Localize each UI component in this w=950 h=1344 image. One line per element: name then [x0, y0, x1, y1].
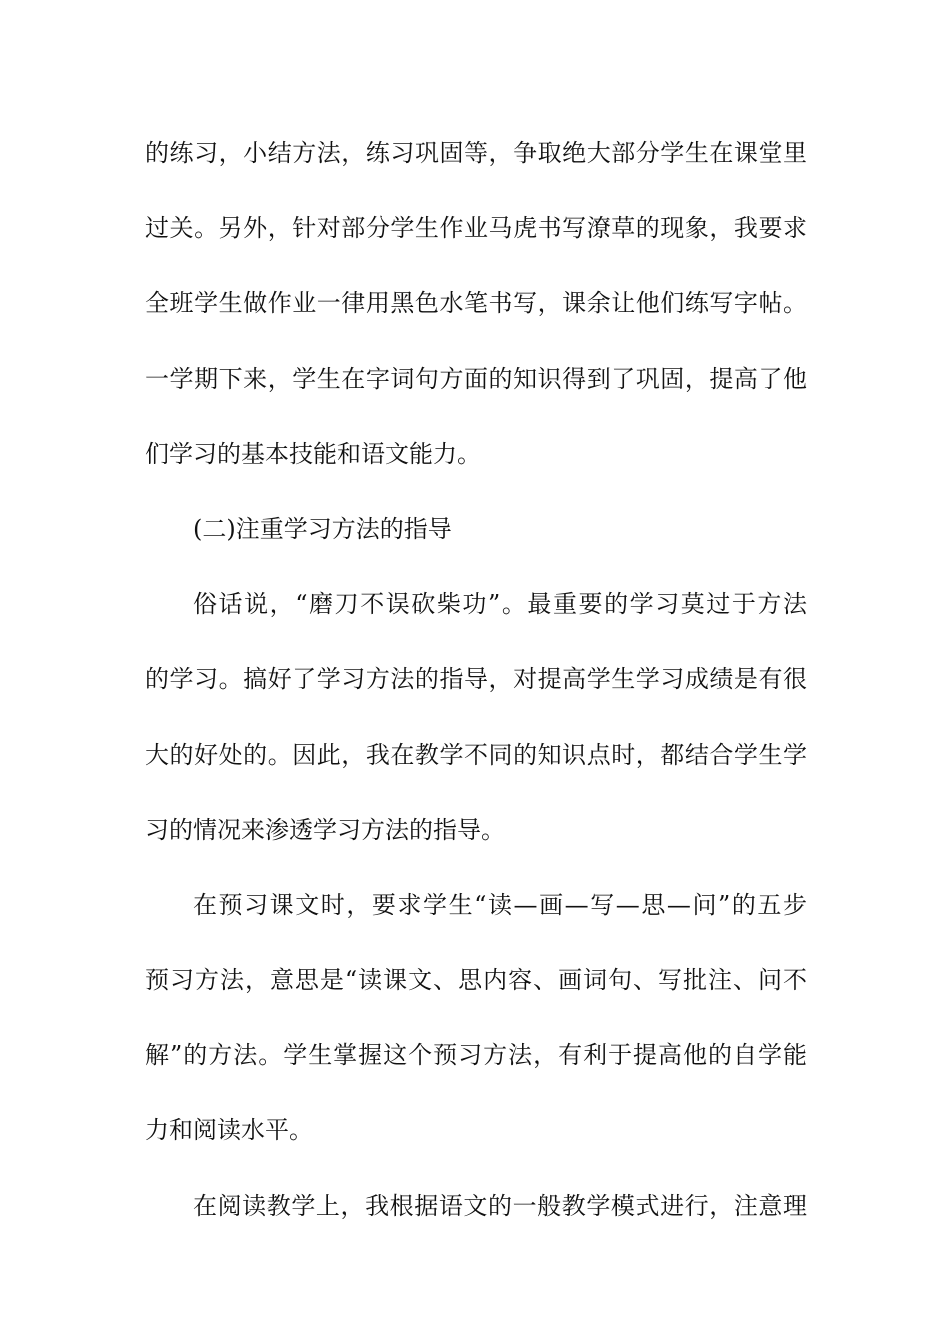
- section-heading: (二)注重学习方法的指导: [193, 514, 452, 543]
- text-line: 在预习课文时，要求学生“读—画—写—思—问”的五步: [193, 890, 807, 919]
- text-line: 习的情况来渗透学习方法的指导。: [145, 815, 505, 844]
- text-line: 一学期下来，学生在字词句方面的知识得到了巩固，提高了他: [145, 364, 807, 393]
- text-line: 解”的方法。学生掌握这个预习方法，有利于提高他的自学能: [145, 1041, 807, 1070]
- text-line: 的学习。搞好了学习方法的指导，对提高学生学习成绩是有很: [145, 665, 807, 694]
- text-line: 的练习，小结方法，练习巩固等，争取绝大部分学生在课堂里: [145, 139, 807, 167]
- text-line: 们学习的基本技能和语文能力。: [145, 439, 481, 468]
- text-line: 预习方法，意思是“读课文、思内容、画词句、写批注、问不: [145, 966, 807, 995]
- text-line: 力和阅读水平。: [145, 1116, 313, 1145]
- body-text: [145, 128, 807, 1256]
- text-line: 过关。另外，针对部分学生作业马虎书写潦草的现象，我要求: [145, 214, 807, 243]
- text-line: 俗话说，“磨刀不误砍柴功”。最重要的学习莫过于方法: [193, 590, 807, 619]
- text-line: 在阅读教学上，我根据语文的一般教学模式进行，注意理: [193, 1191, 807, 1220]
- text-line: 大的好处的。因此，我在教学不同的知识点时，都结合学生学: [145, 740, 807, 769]
- text-line: 全班学生做作业一律用黑色水笔书写，课余让他们练写字帖。: [145, 289, 807, 318]
